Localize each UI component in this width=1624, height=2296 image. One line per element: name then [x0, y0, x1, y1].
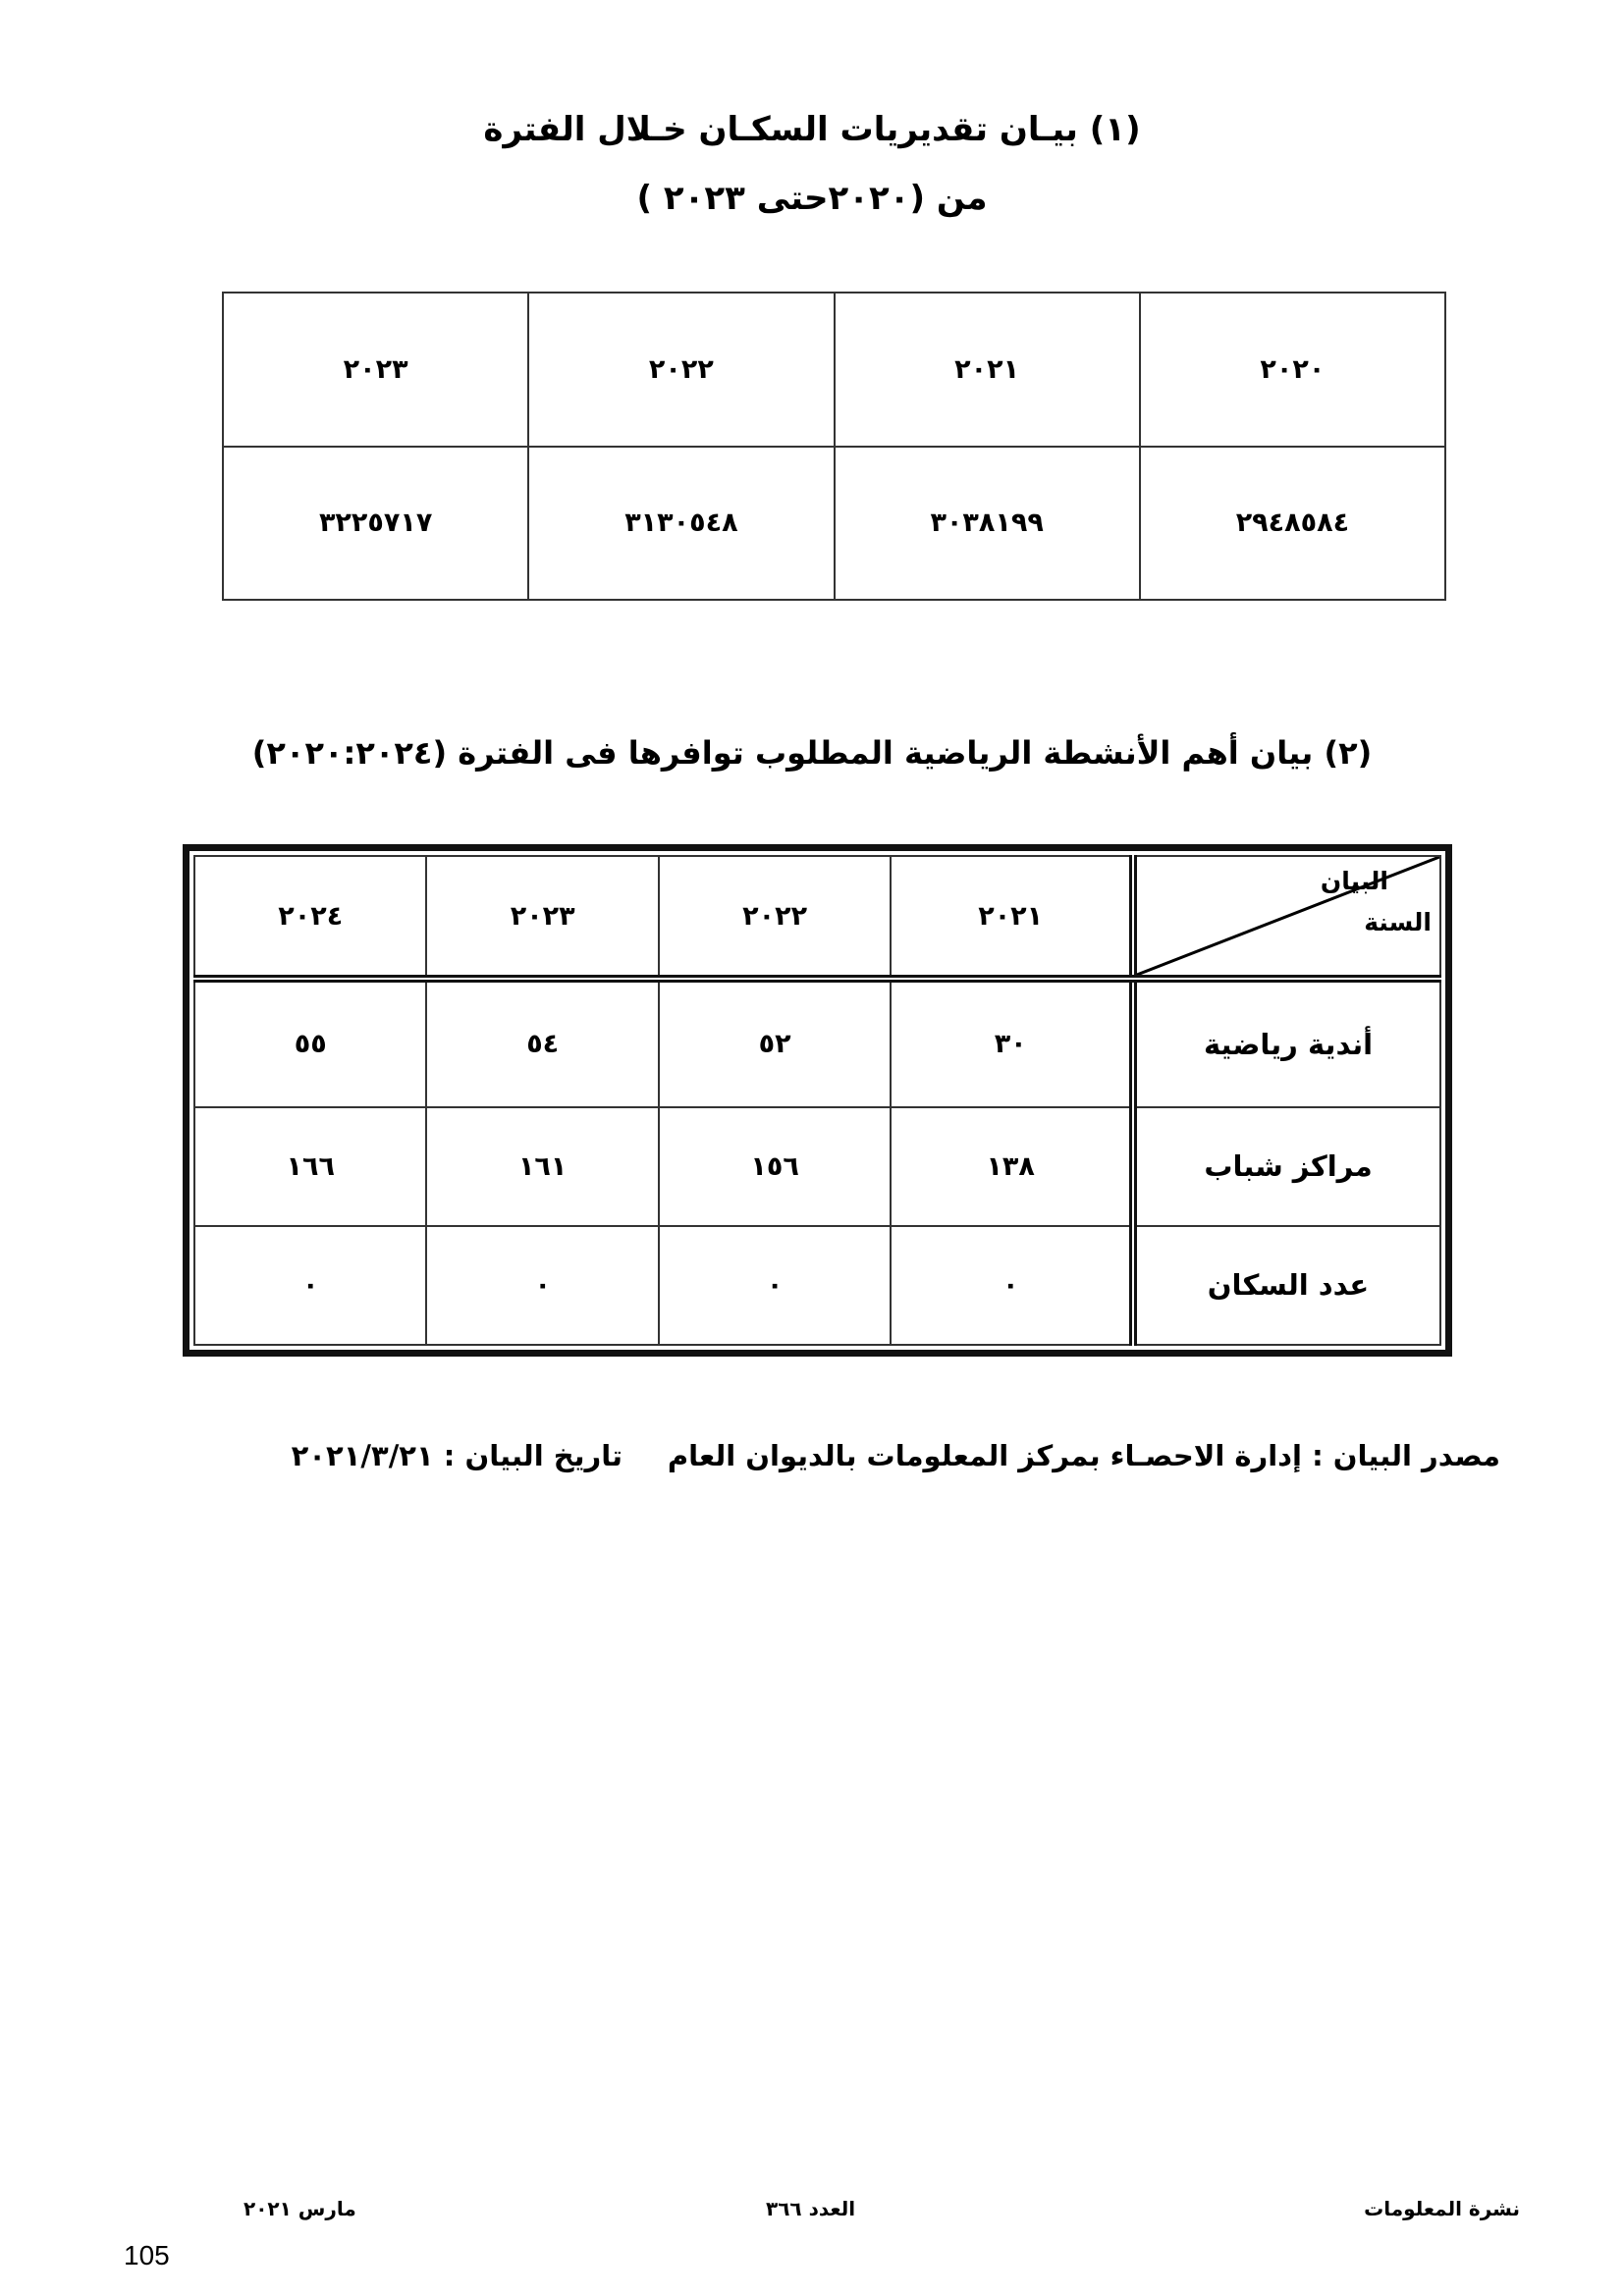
year-cell: ٢٠٢٤ — [194, 856, 426, 979]
footer-issue-number: العدد ٣٦٦ — [766, 2197, 856, 2220]
value-cell: ١٦٦ — [194, 1107, 426, 1226]
population-cell: ٢٩٤٨٥٨٤ — [1140, 447, 1445, 601]
row-label: مراكز شباب — [1133, 1107, 1440, 1226]
year-cell: ٢٠٢٣ — [223, 293, 528, 447]
value-cell: ١٣٨ — [891, 1107, 1133, 1226]
value-cell: ١٥٦ — [659, 1107, 891, 1226]
table-header-row — [194, 856, 1440, 979]
table-row — [194, 1226, 1440, 1345]
data-source: مصدر البيان : إدارة الاحصـاء بمركز المعلومات بالديوان العام — [667, 1439, 1500, 1472]
value-cell: ٠ — [426, 1226, 658, 1345]
value-cell: ٥٢ — [659, 979, 891, 1107]
value-cell: ٠ — [194, 1226, 426, 1345]
population-cell: ٣٢٢٥٧١٧ — [223, 447, 528, 601]
footer-date: مارس ٢٠٢١ — [244, 2197, 356, 2220]
year-cell: ٢٠٢٣ — [426, 856, 658, 979]
table-row — [194, 1107, 1440, 1226]
row-label: عدد السكان — [1133, 1226, 1440, 1345]
page-number: 105 — [124, 2240, 170, 2270]
year-cell: ٢٠٢١ — [835, 293, 1140, 447]
value-cell: ٥٥ — [194, 979, 426, 1107]
population-cell: ٣١٣٠٥٤٨ — [528, 447, 834, 601]
corner-label-data: البيان — [1320, 867, 1388, 895]
data-date: تاريخ البيان : ٢٠٢١/٣/٢١ — [291, 1439, 623, 1472]
sports-activities-table — [193, 855, 1441, 1346]
population-estimates-table — [222, 292, 1446, 601]
year-cell: ٢٠٢٠ — [1140, 293, 1445, 447]
table2-title: (٢) بيان أهم الأنشطة الرياضية المطلوب توافرها فى الفترة (٢٠٢٠:٢٠٢٤) — [251, 734, 1373, 772]
value-cell: ٠ — [659, 1226, 891, 1345]
sports-activities-table-frame — [183, 844, 1452, 1357]
year-cell: ٢٠٢١ — [891, 856, 1133, 979]
row-label: أندية رياضية — [1133, 979, 1440, 1107]
header-corner-cell — [1133, 856, 1440, 979]
value-cell: ٣٠ — [891, 979, 1133, 1107]
table1-title: (١) بيـان تقديريات السكـان خـلال الفترة — [483, 110, 1141, 149]
population-cell: ٣٠٣٨١٩٩ — [835, 447, 1140, 601]
table-row — [194, 979, 1440, 1107]
corner-label-year: السنة — [1364, 908, 1432, 936]
value-cell: ٠ — [891, 1226, 1133, 1345]
table1-subtitle: من (٢٠٢٠حتى ٢٠٢٣ ) — [636, 179, 988, 218]
year-cell: ٢٠٢٢ — [528, 293, 834, 447]
value-cell: ١٦١ — [426, 1107, 658, 1226]
value-cell: ٥٤ — [426, 979, 658, 1107]
table-row — [223, 447, 1445, 601]
table-row — [223, 293, 1445, 447]
footer-publication-title: نشرة المعلومات — [1364, 2197, 1520, 2220]
year-cell: ٢٠٢٢ — [659, 856, 891, 979]
